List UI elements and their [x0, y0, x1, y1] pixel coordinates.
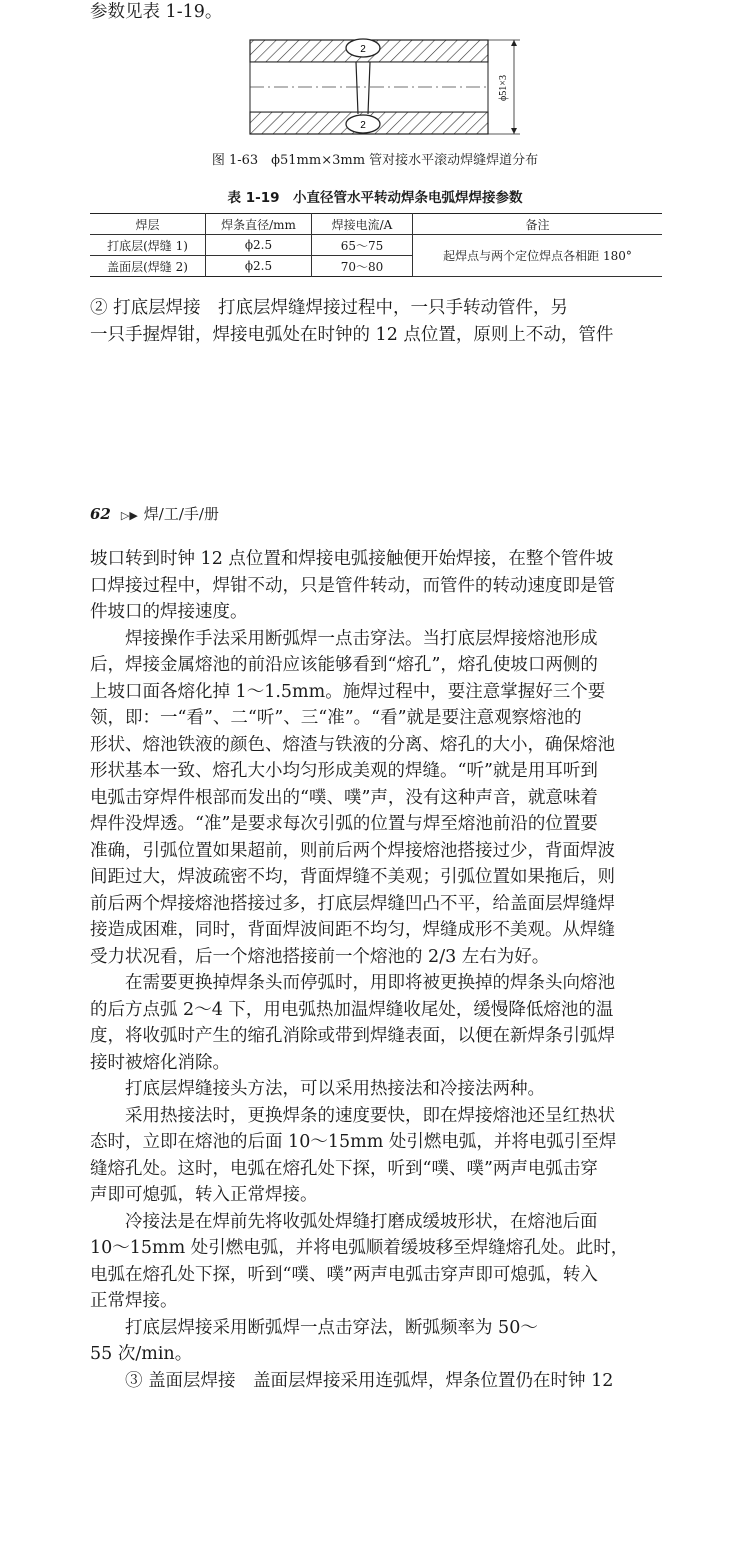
- figure-caption: 图 1-63 ϕ51mm×3mm 管对接水平滚动焊缝焊道分布: [211, 153, 539, 168]
- table-header-cell: 焊层: [90, 214, 206, 235]
- paragraph-line: 准确，引弧位置如果超前，则前后两个焊接熔池搭接过少，背面焊波: [90, 840, 615, 861]
- table-cell: ϕ2.5: [206, 256, 312, 277]
- paragraph-line: 坡口转到时钟 12 点位置和焊接电弧接触便开始焊接，在整个管件坡: [90, 549, 614, 569]
- paragraph-line: 冷接法是在焊前先将收弧处焊缝打磨成缓坡形状，在熔池后面: [90, 1211, 598, 1232]
- paragraph-line: 件坡口的焊接速度。: [90, 602, 248, 622]
- paragraph-line: ② 打底层焊接 打底层焊缝焊接过程中，一只手转动管件，另: [90, 298, 569, 318]
- table-note-cell: 起焊点与两个定位焊点各相距 180°: [413, 235, 663, 277]
- paragraph-line: 正常焊接。: [90, 1291, 178, 1311]
- paragraph-line: 度，将收弧时产生的缩孔消除或带到焊缝表面，以便在新焊条引弧焊: [90, 1026, 615, 1046]
- paragraph-line: 55 次/min。: [90, 1344, 193, 1364]
- paragraph-line: 口焊接过程中，焊钳不动，只是管件转动，而管件的转动速度即是管: [90, 575, 615, 596]
- table-cell: 打底层(焊缝 1): [90, 235, 206, 256]
- paragraph-line: 在需要更换掉焊条头而停弧时，用即将被更换掉的焊条头向熔池: [90, 973, 615, 993]
- table-cell: 70～80: [312, 256, 413, 277]
- paragraph-line: 电弧在熔孔处下探，听到“噗、噗”两声电弧击穿声即可熄弧，转入: [90, 1264, 598, 1285]
- paragraph-line: 焊接操作手法采用断弧焊一点击穿法。当打底层焊接熔池形成: [90, 628, 598, 649]
- table-cell: 盖面层(焊缝 2): [90, 256, 206, 277]
- paragraph-line: 接时被熔化消除。: [90, 1052, 230, 1073]
- paragraph-line: 打底层焊缝接头方法，可以采用热接法和冷接法两种。: [90, 1079, 545, 1099]
- page-number: 62: [90, 505, 111, 523]
- table-cell: 65～75: [312, 235, 413, 256]
- running-header: [90, 504, 219, 526]
- paragraph-line: 电弧击穿焊件根部而发出的“噗、噗”声，没有这种声音，就意味着: [90, 787, 598, 808]
- paragraph-line: 焊件没焊透。“准”是要求每次引弧的位置与焊至熔池前沿的位置要: [90, 814, 598, 834]
- table-header-row: [90, 214, 662, 235]
- paragraph-line: 打底层焊接采用断弧焊一点击穿法，断弧频率为 50～: [90, 1317, 538, 1338]
- paragraph-line: 上坡口面各熔化掉 1～1.5mm。施焊过程中，要注意掌握好三个要: [90, 681, 606, 702]
- table-header-cell: 焊接电流/A: [312, 214, 413, 235]
- paragraph-line: 形状、熔池铁液的颜色、熔渣与铁液的分离、熔孔的大小，确保熔池: [90, 734, 615, 755]
- paragraph-line: 间距过大，焊波疏密不均，背面焊缝不美观；引弧位置如果拖后，则: [90, 867, 615, 887]
- paragraph-line: 态时，立即在熔池的后面 10～15mm 处引燃电弧，并将电弧引至焊: [90, 1132, 617, 1152]
- paragraph-line: 前后两个焊接熔池搭接过多，打底层焊缝凹凸不平，给盖面层焊缝焊: [90, 893, 615, 914]
- table-header-cell: 备注: [413, 214, 663, 235]
- paragraph-line: 接造成困难，同时，背面焊波间距不均匀，焊缝成形不美观。从焊缝: [90, 920, 615, 940]
- parameter-table: [90, 213, 662, 277]
- paragraph-line: ③ 盖面层焊接 盖面层焊接采用连弧焊，焊条位置仍在时钟 12: [90, 1370, 614, 1391]
- paragraph-line: 声即可熄弧，转入正常焊接。: [90, 1185, 318, 1205]
- arrow-icon: ▷▶: [120, 509, 138, 522]
- paragraph-line: 领，即：一“看”、二“听”、三“准”。“看”就是要注意观察熔池的: [90, 708, 582, 728]
- paragraph-line: 的后方点弧 2～4 下，用电弧热加温焊缝收尾处，缓慢降低熔池的温: [90, 999, 614, 1020]
- table-header-cell: 焊条直径/mm: [206, 214, 312, 235]
- book-title: 焊/工/手/册: [143, 505, 219, 523]
- paragraph-line: 10～15mm 处引燃电弧，并将电弧顺着缓坡移至焊缝熔孔处。此时，: [90, 1238, 629, 1258]
- pipe-weld-figure: [248, 34, 530, 146]
- paragraph-line: 后，焊接金属熔池的前沿应该能够看到“熔孔”，熔孔使坡口两侧的: [90, 655, 598, 675]
- paragraph-line: 受力状况看，后一个熔池搭接前一个熔池的 2/3 左右为好。: [90, 946, 550, 967]
- dimension-label: ϕ51×3: [498, 75, 509, 101]
- table-row: [90, 235, 662, 256]
- paragraph-line: 采用热接法时，更换焊条的速度要快，即在焊接熔池还呈红热状: [90, 1105, 615, 1126]
- top-text: 参数见表 1-19。: [90, 2, 223, 22]
- paragraph-line: 缝熔孔处。这时，电弧在熔孔处下探，听到“噗、噗”两声电弧击穿: [90, 1158, 598, 1179]
- table-cell: ϕ2.5: [206, 235, 312, 256]
- table-title: 表 1-19 小直径管水平转动焊条电弧焊焊接参数: [227, 190, 523, 206]
- paragraph-line: 一只手握焊钳，焊接电弧处在时钟的 12 点位置，原则上不动，管件: [90, 325, 614, 345]
- weld-label-bottom: 2: [360, 120, 366, 131]
- paragraph-line: 形状基本一致、熔孔大小均匀形成美观的焊缝。“听”就是用耳听到: [90, 761, 598, 781]
- weld-label-top: 2: [360, 44, 366, 55]
